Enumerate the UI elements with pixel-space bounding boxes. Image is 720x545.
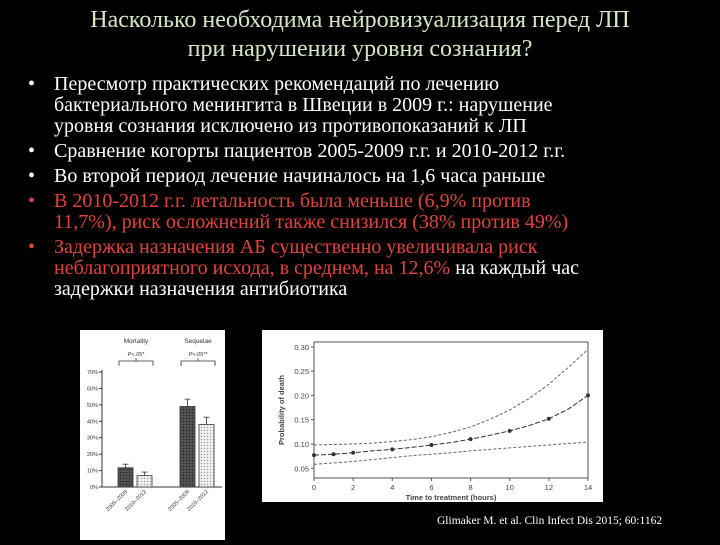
bullet-marker: • <box>28 165 36 187</box>
bullet-line: В 2010-2012 г.г. летальность была меньше (6,9% против <box>54 190 531 212</box>
bullet-line <box>54 258 714 279</box>
bullet-marker: • <box>28 190 36 212</box>
bar <box>180 407 195 488</box>
y-tick-label: 0.30 <box>294 342 309 352</box>
bullet-line: бактериального менингита в Швеции в 2009 г.: нарушение <box>54 94 553 116</box>
x-tick-label: 14 <box>583 483 593 492</box>
y-tick-label: 0.25 <box>294 367 309 377</box>
line-chart-figure <box>262 330 603 502</box>
y-tick-label: 0.20 <box>294 391 309 401</box>
bullet-list <box>24 74 714 304</box>
y-tick-label: 20% <box>86 452 98 459</box>
bullet-marker: • <box>28 73 36 95</box>
x-tick-label: 4 <box>390 483 395 492</box>
y-tick-label: 0.05 <box>294 464 309 474</box>
x-tick-label: 2010–2012 <box>186 489 210 513</box>
slide-title <box>0 6 720 64</box>
data-point <box>429 443 433 447</box>
bullet-item <box>24 237 714 300</box>
bullet-item <box>24 74 714 137</box>
bullet-line: Задержка назначения АБ существенно увеличивала риск <box>54 236 538 258</box>
y-tick-label: 30% <box>86 435 98 442</box>
p-value-label: P<.05* <box>127 352 145 358</box>
title-line-2: при нарушении уровня сознания? <box>187 36 533 62</box>
y-tick-label: 60% <box>86 386 98 393</box>
line-chart <box>262 330 603 502</box>
x-tick-label: 2005–2009 <box>167 489 191 513</box>
estimate-line <box>314 395 588 455</box>
data-point <box>586 393 590 397</box>
x-axis-label: Time to treatment (hours) <box>405 493 497 502</box>
bullet-line: Пересмотр практических рекомендаций по лечению <box>54 73 500 95</box>
data-point <box>332 452 336 456</box>
group-label: Sequelae <box>184 338 212 345</box>
x-tick-label: 6 <box>429 483 434 492</box>
y-tick-label: 0% <box>90 485 98 491</box>
data-point <box>390 447 394 451</box>
bullet-marker: • <box>28 140 36 162</box>
x-tick-label: 2010–2012 <box>124 489 148 513</box>
bullet-line: 11,7%), риск осложнений также снизился (38% против 49%) <box>54 211 569 233</box>
bullet-item <box>24 191 714 233</box>
ci-lower-line <box>314 442 588 464</box>
citation: Glimaker M. et al. Clin Infect Dis 2015; 60:1162 <box>437 515 663 527</box>
bar <box>199 425 214 487</box>
y-tick-label: 0.15 <box>294 415 309 425</box>
bullet-item <box>24 141 714 162</box>
bullet-line: Сравнение когорты пациентов 2005-2009 г.г. и 2010-2012 г.г. <box>54 140 566 162</box>
title-line-1: Насколько необходима нейровизуализация перед ЛП <box>90 7 630 33</box>
y-tick-label: 40% <box>86 419 98 426</box>
bullet-marker: • <box>28 236 36 258</box>
x-tick-label: 2 <box>351 483 356 492</box>
bullet-line-white-part: на каждый час <box>450 257 580 279</box>
x-tick-label: 8 <box>468 483 473 492</box>
ci-upper-line <box>314 349 588 445</box>
y-tick-label: 50% <box>86 402 98 409</box>
bullet-line-red-part: неблагоприятного исхода, в среднем, на 12,6% <box>54 257 451 279</box>
y-tick-label: 10% <box>86 468 98 475</box>
x-tick-label: 12 <box>544 483 554 492</box>
y-axis-label: Probability of death <box>277 374 286 446</box>
y-tick-label: 0.10 <box>294 440 309 449</box>
plot-frame <box>314 342 588 478</box>
bar-chart-figure <box>80 330 225 540</box>
x-tick-label: 2005–2009 <box>105 489 129 513</box>
data-point <box>351 451 355 455</box>
significance-bracket <box>181 358 215 366</box>
data-point <box>547 417 551 421</box>
y-tick-label: 70% <box>86 370 98 376</box>
p-value-label: P<.05** <box>188 352 208 358</box>
bullet-item <box>24 166 714 187</box>
bullet-line: задержки назначения антибиотика <box>54 278 348 300</box>
bullet-line: Во второй период лечение начиналось на 1,6 часа раньше <box>54 165 546 187</box>
bullet-line: уровня сознания исключено из противопоказаний к ЛП <box>54 115 527 137</box>
data-point <box>469 437 473 441</box>
significance-bracket <box>119 358 153 366</box>
bar-chart <box>80 330 225 540</box>
data-point <box>508 429 512 433</box>
group-label: Mortality <box>123 338 149 345</box>
bar <box>118 468 133 487</box>
x-tick-label: 0 <box>311 483 317 492</box>
data-point <box>312 453 316 457</box>
x-tick-label: 10 <box>505 483 514 492</box>
bar <box>137 476 152 487</box>
